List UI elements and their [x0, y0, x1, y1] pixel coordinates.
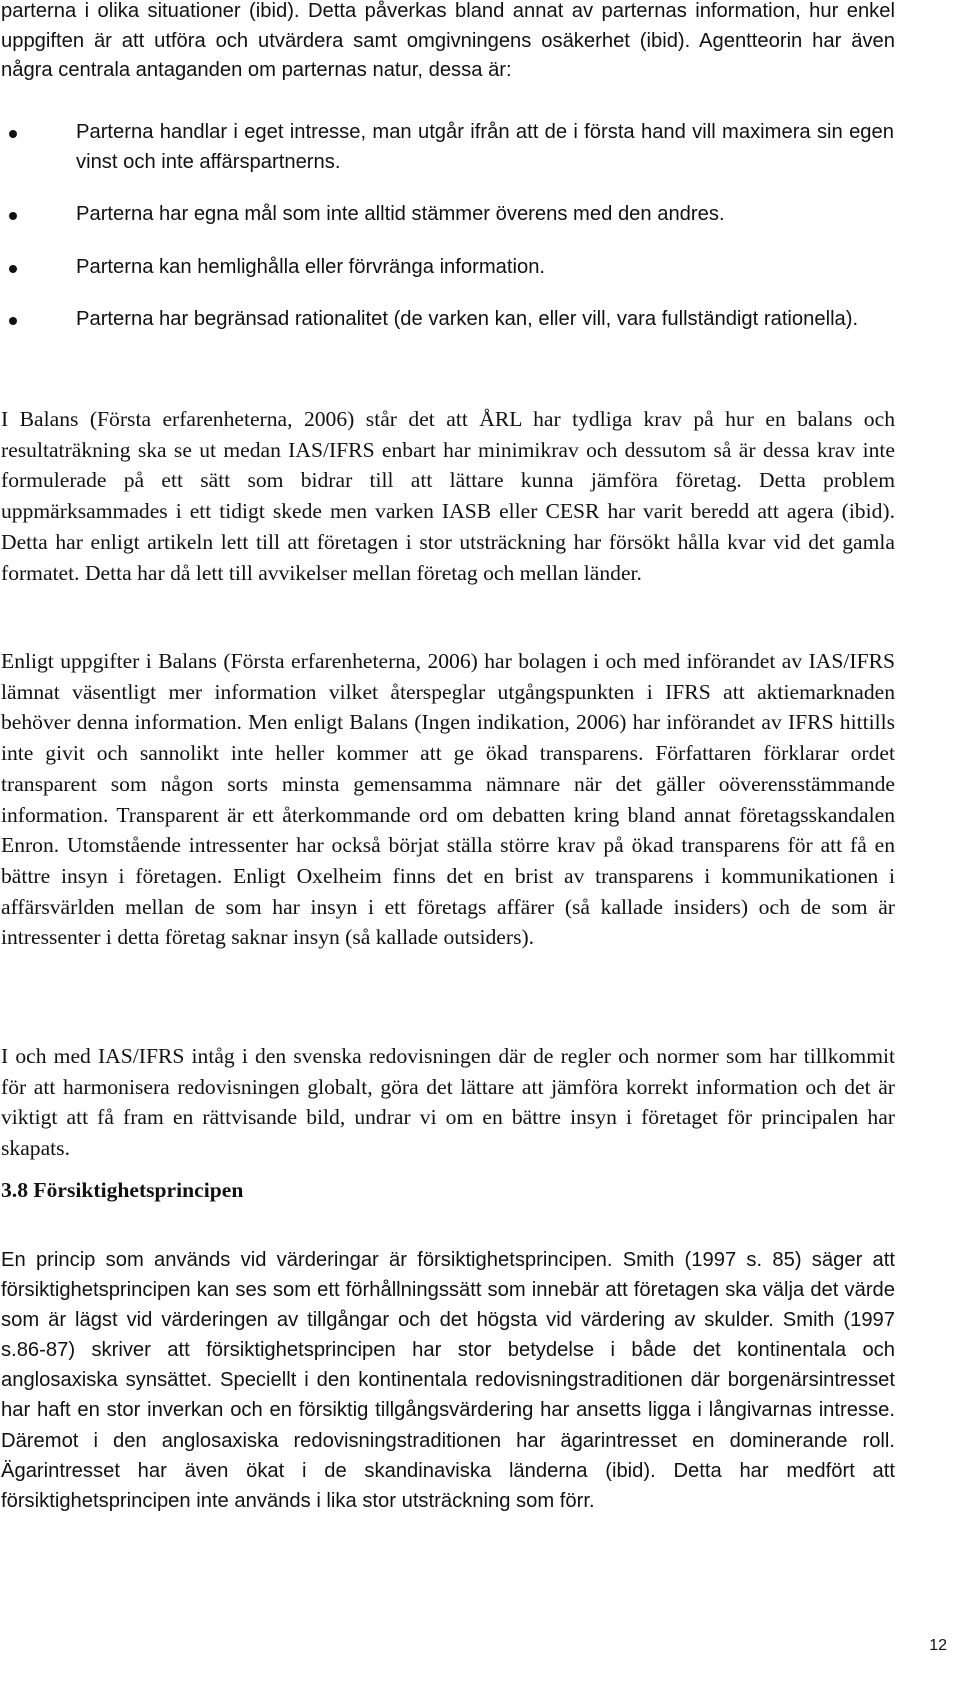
bullet-text: Parterna handlar i eget intresse, man utgår ifrån att de i första hand vill maximera sin egen vinst och inte affärspartnerns. [76, 121, 894, 173]
bullet-dot-icon [9, 317, 17, 325]
bullet-item [0, 200, 894, 230]
ifrs-paragraph: I och med IAS/IFRS intåg i den svenska redovisningen där de regler och normer som har tillkommit för att harmonisera redovisningen globalt, göra det lättare att jämföra korrekt information och det är viktigt att få fram en rättvisande bild, undrar vi om en bättre insyn i företaget för principalen har skapats. [1, 1044, 895, 1161]
page-number: 12 [929, 1637, 947, 1654]
forsiktighet-paragraph: En princip som används vid värderingar är försiktighetsprincipen. Smith (1997 s. 85) säger att försiktighetsprincipen kan ses som ett förhållningssätt som innebär att företagen ska välja det värde som är lägst vid värderingen av tillgångar och det högsta vid värdering av skulder. Smith (1997 s.86-87) skriver att försiktighetsprincipen har stor betydelse i både det kontinentala och anglosaxiska synsättet. Speciellt i den kontinentala redovisningstraditionen där borgenärsintresset har haft en stor inverkan och en försiktig tillgångsvärdering har ansetts ligga i långivarnas intresse. Däremot i den anglosaxiska redovisningstraditionen har ägarintresset en dominerande roll. Ägarintresset har även ökat i de skandinaviska länderna (ibid). Detta har medfört att försiktighetsprincipen inte används i lika stor utsträckning som förr. [1, 1249, 895, 1512]
bullet-text: Parterna har egna mål som inte alltid stämmer överens med den andres. [76, 203, 725, 226]
bullet-item [0, 305, 894, 335]
assumptions-bullet-list [0, 118, 960, 358]
bullet-text: Parterna har begränsad rationalitet (de varken kan, eller vill, vara fullständigt rationella). [76, 308, 859, 331]
bullet-dot-icon [9, 130, 17, 138]
balans-paragraph-2: Enligt uppgifter i Balans (Första erfarenheterna, 2006) har bolagen i och med införandet av IAS/IFRS lämnat väsentligt mer information vilket återspeglar utgångspunkten i IFRS att aktiemarknaden behöver denna information. Men enligt Balans (Ingen indikation, 2006) har införandet av IFRS hittills inte givit och sannolikt inte heller kommer att ge ökad transparens. Författaren förklarar ordet transparent som någon sorts minsta gemensamma nämnare när det gäller oöverensstämmande information. Transparent är ett återkommande ord om debatten kring bland annat företagsskandalen Enron. Utomstående intressenter har också börjat ställa större krav på ökad transparens för att få en bättre insyn i företagen. Enligt Oxelheim finns det en brist av transparens i kommunikationen i affärsvärlden mellan de som har insyn i ett företags affärer (så kallade insiders) och de som är intressenter i detta företag saknar insyn (så kallade outsiders). [1, 649, 895, 950]
intro-paragraph: parterna i olika situationer (ibid). Detta påverkas bland annat av parternas information, hur enkel uppgiften är att utföra och utvärdera samt omgivningens osäkerhet (ibid). Agentteorin har även några centrala antaganden om parternas natur, dessa är: [1, 0, 895, 82]
bullet-item [0, 118, 894, 177]
bullet-dot-icon [9, 212, 17, 220]
bullet-dot-icon [9, 265, 17, 273]
section-heading: 3.8 Försiktighetsprincipen [1, 1178, 244, 1202]
bullet-text: Parterna kan hemlighålla eller förvränga information. [76, 255, 546, 278]
balans-paragraph-1: I Balans (Första erfarenheterna, 2006) står det att ÅRL har tydliga krav på hur en balans och resultaträkning ska se ut medan IAS/IFRS enbart har minimikrav och dessutom så är dessa krav inte formulerade på ett sätt som bidrar till att lättare kunna jämföra företag. Detta problem uppmärksammades i ett tidigt skede men varken IASB eller CESR har varit beredd att agera (ibid). Detta har enligt artikeln lett till att företagen i stor utsträckning har försökt hålla kvar vid det gamla formatet. Detta har då lett till avvikelser mellan företag och mellan länder. [1, 407, 895, 585]
bullet-item [0, 253, 894, 283]
